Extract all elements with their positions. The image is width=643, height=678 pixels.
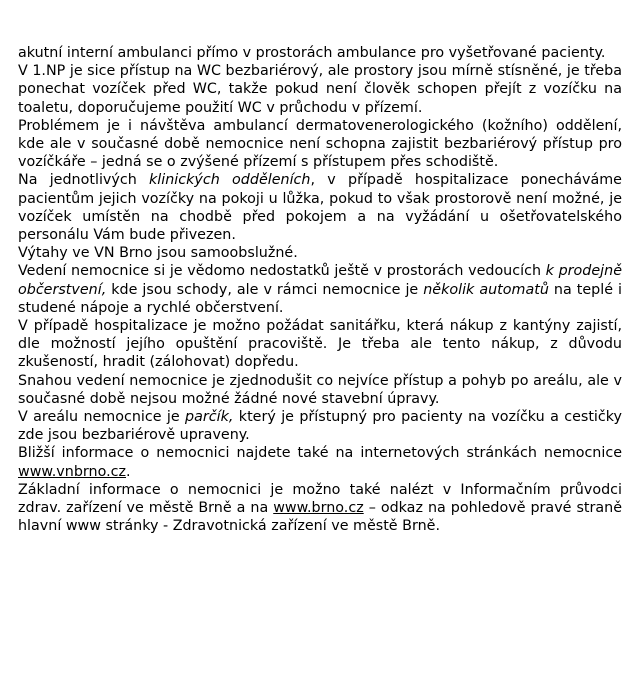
- link-brno[interactable]: www.brno.cz: [273, 500, 364, 517]
- text-run: kde jsou schody, ale v rámci nemocnice je: [106, 281, 424, 298]
- paragraph-clinical-departments: [18, 171, 622, 244]
- paragraph-elevators: Výtahy ve VN Brno jsou samoobslužné.: [18, 245, 298, 262]
- paragraph-ambulance: akutní interní ambulanci přímo v prostorách ambulance pro vyšetřované pacienty.: [18, 45, 606, 61]
- paragraph-wc-access: V 1.NP je sice přístup na WC bezbariérový, ale prostory jsou mírně stísněné, je třeba ponechat vozíček před WC, takže pokud není člověk schopen přejít z vozíčku na toaletu, doporučujeme použití WC v průchodu v přízemí.: [18, 63, 622, 116]
- document-body: [18, 44, 622, 535]
- paragraph-dermatology: Problémem je i návštěva ambulancí dermatovenerologického (kožního) oddělení, kde ale v současné době nemocnice není schopna zajistit bezbariérový přístup pro vozíčkáře – jedná se o zvýšené přízemí s přístupem přes schodiště.: [18, 117, 622, 171]
- text-run: Vedení nemocnice si je vědomo nedostatků ještě v prostorách vedoucích: [18, 263, 546, 280]
- emphasis-park: parčík,: [185, 409, 234, 426]
- text-run: V areálu nemocnice je: [18, 409, 186, 426]
- text-run: , v případě hospitalizace ponecháváme pacientům jejich vozíčky na pokoji u lůžka, pokud to však prostorově není možné, je vozíček umístěn na chodbě před pokojem a na vyžádání u ošetřovatelského personálu Vám bude přivezen.: [18, 172, 622, 244]
- text-run: – odkaz na pohledově pravé straně hlavní www stránky - Zdravotnická zařízení ve městě Brně.: [18, 500, 622, 535]
- paragraph-area-access: Snahou vedení nemocnice je zjednodušit co nejvíce přístup a pohyb po areálu, ale v současné době nejsou možné žádné nové stavební úpravy.: [18, 372, 622, 407]
- text-run: který je přístupný pro pacienty na vozíčku a cestičky zde jsou bezbariérově upraveny.: [18, 409, 622, 444]
- paragraph-city-guide: [18, 481, 622, 536]
- text-run: Základní informace o nemocnici je možno také nalézt v Informačním průvodci zdrav. zařízení ve městě Brně a na: [18, 481, 622, 517]
- text-run: Bližší informace o nemocnici najdete také na internetových stránkách nemocnice: [18, 445, 622, 462]
- paragraph-park: [18, 408, 622, 444]
- emphasis-vending-machines: několik automatů: [423, 281, 549, 298]
- text-run: .: [126, 463, 131, 480]
- paragraph-hospitalization-shopping: V případě hospitalizace je možno požádat sanitářku, která nákup z kantýny zajistí, dle možností jejího opuštění pracoviště. Je třeba ale tento nákup, z důvodu zkušeností, hradit (zálohovat) dopředu.: [18, 318, 622, 371]
- link-vnbrno[interactable]: www.vnbrno.cz: [18, 463, 127, 480]
- text-run: Na jednotlivých: [18, 172, 150, 189]
- emphasis-clinical-departments: klinických odděleních: [149, 172, 311, 189]
- emphasis-refreshment-shop: k prodejně občerstvení,: [18, 263, 622, 298]
- text-run: na teplé i studené nápoje a rychlé občerstvení.: [18, 281, 622, 316]
- paragraph-refreshments: [18, 262, 622, 317]
- paragraph-hospital-website: [18, 444, 622, 480]
